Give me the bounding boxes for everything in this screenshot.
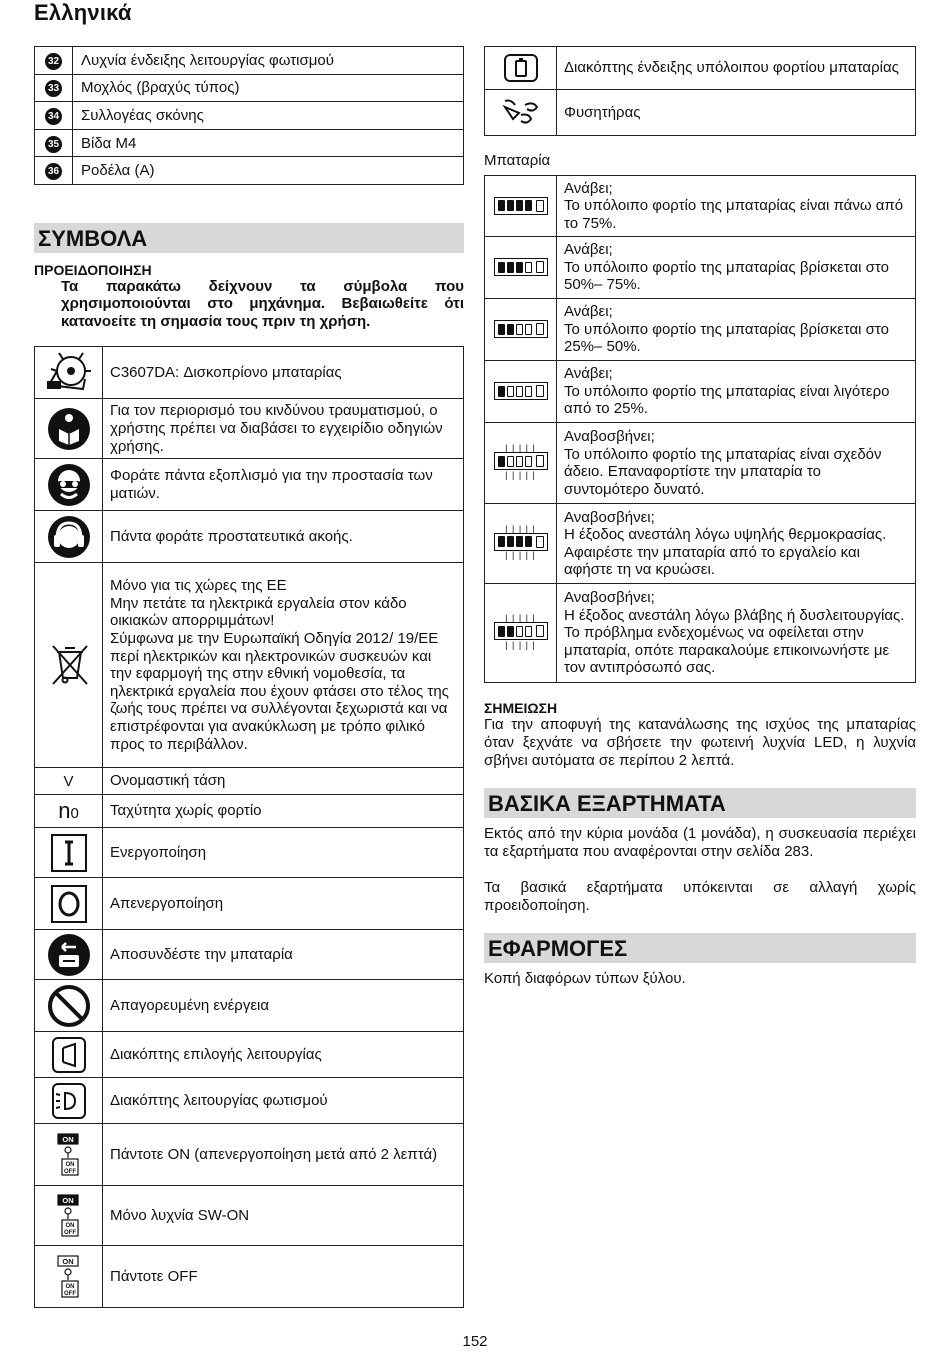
battery-text-cell <box>557 176 916 237</box>
battery-gauge-cell <box>507 324 514 335</box>
part-number: 33 <box>45 80 62 97</box>
battery-gauge-icon <box>494 452 548 470</box>
symbol-text-cell <box>103 1246 464 1308</box>
battery-gauge-cell <box>525 626 532 637</box>
symbol-icon-cell <box>35 1078 103 1124</box>
always-on-icon <box>37 1132 100 1178</box>
part-label: Ροδέλα (A) <box>73 157 464 185</box>
symbol-row <box>35 930 464 980</box>
battery-gauge-cell <box>507 262 514 273</box>
battery-gauge-cell <box>516 456 523 467</box>
battery-gauge-cell <box>498 386 505 397</box>
blower-icon <box>485 95 556 131</box>
battery-description: Το υπόλοιπο φορτίο της μπαταρίας είναι λιγότερο από το 25%. <box>564 382 890 418</box>
read-manual-icon <box>37 407 100 451</box>
symbol-description: Πάντα φοράτε προστατευτικά ακοής. <box>110 527 353 545</box>
part-label: Μοχλός (βραχύς τύπος) <box>73 74 464 102</box>
battery-plug-icon <box>536 323 544 335</box>
symbol-row <box>35 1032 464 1078</box>
symbols-heading: ΣΥΜΒΟΛΑ <box>34 223 464 253</box>
battery-text-cell <box>557 299 916 361</box>
battery-gauge-cell <box>516 262 523 273</box>
symbol-row <box>35 511 464 563</box>
voltage-icon: V <box>63 772 74 790</box>
symbol-icon-cell <box>35 399 103 459</box>
blink-rays-icon: | | | | | <box>505 550 536 561</box>
battery-gauge-icon <box>494 258 548 276</box>
symbol-description: Απενεργοποίηση <box>110 894 224 912</box>
ear-protection-icon <box>37 515 100 559</box>
part-label: Λυχνία ένδειξης λειτουργίας φωτισμού <box>73 47 464 75</box>
accessories-heading: ΒΑΣΙΚΑ ΕΞΑΡΤΗΜΑΤΑ <box>484 788 916 818</box>
applications-text: Κοπή διαφόρων τύπων ξύλου. <box>484 970 686 987</box>
symbol-text-cell <box>103 980 464 1032</box>
right-symbol-row <box>485 90 916 136</box>
symbols-table <box>34 346 464 1308</box>
symbol-icon-cell <box>35 828 103 878</box>
symbol-text-cell <box>103 768 464 795</box>
part-number-cell <box>35 47 73 75</box>
part-number-cell <box>35 74 73 102</box>
symbol-icon-cell <box>35 511 103 563</box>
right-symbol-text: Διακόπτης ένδειξης υπόλοιπου φορτίου μπαταρίας <box>557 47 916 90</box>
symbol-description: Διακόπτης επιλογής λειτουργίας <box>110 1045 322 1063</box>
battery-gauge-cell-wrap <box>485 237 557 299</box>
symbol-row <box>35 1124 464 1186</box>
battery-gauge-cell <box>525 262 532 273</box>
symbol-row <box>35 795 464 828</box>
symbol-icon-cell <box>35 980 103 1032</box>
battery-description: Το υπόλοιπο φορτίο της μπαταρίας είναι πάνω από το 75%. <box>564 197 904 232</box>
battery-plug-icon <box>536 261 544 273</box>
battery-gauge-cell-wrap <box>485 584 557 683</box>
part-number-cell <box>35 129 73 157</box>
symbol-icon-cell <box>35 563 103 768</box>
symbol-description: Ενεργοποίηση <box>110 843 207 861</box>
symbol-description: Μόνο λυχνία SW-ON <box>110 1206 250 1224</box>
symbol-text-cell <box>103 878 464 930</box>
symbol-row <box>35 399 464 459</box>
battery-plug-icon <box>536 200 544 212</box>
svg-text:ON: ON <box>65 1222 74 1229</box>
symbol-row <box>35 878 464 930</box>
always-off-icon <box>37 1254 100 1300</box>
battery-text-cell <box>557 361 916 423</box>
blink-rays-icon: | | | | | <box>505 639 536 650</box>
eye-protection-icon <box>37 463 100 507</box>
part-number: 35 <box>45 136 62 153</box>
battery-plug-icon <box>536 625 544 637</box>
part-number-cell <box>35 157 73 185</box>
blink-rays-icon: | | | | | <box>505 443 536 454</box>
battery-gauge-cell <box>516 324 523 335</box>
battery-description: Η έξοδος ανεστάλη λόγω βλάβης ή δυσλειτουργίας. Το πρόβλημα ενδεχομένως να οφείλεται στην μπαταρία, οπότε παρακαλούμε επικοινωνήστε με τον αντιπρόσωπό σας. <box>564 606 905 677</box>
symbol-description: Φοράτε πάντα εξοπλισμό για την προστασία των ματιών. <box>110 467 433 502</box>
battery-gauge-cell-wrap <box>485 176 557 237</box>
symbol-description: Αποσυνδέστε την μπαταρία <box>110 945 293 963</box>
svg-text:ON: ON <box>65 1283 74 1290</box>
symbol-text-cell <box>103 1186 464 1246</box>
battery-gauge-cell <box>525 324 532 335</box>
symbol-icon-cell <box>35 347 103 399</box>
battery-row <box>485 584 916 683</box>
battery-gauge-cell <box>498 626 505 637</box>
right-symbol-icon-cell <box>485 47 557 90</box>
right-column <box>484 46 916 988</box>
battery-state: Ανάβει; <box>564 179 613 197</box>
battery-gauge-cell <box>507 456 514 467</box>
battery-row <box>485 423 916 504</box>
battery-gauge-cell <box>498 456 505 467</box>
battery-state: Ανάβει; <box>564 241 613 259</box>
note-title: ΣΗΜΕΙΩΣΗ <box>484 700 558 716</box>
symbol-description: Για τον περιορισμό του κινδύνου τραυματισμού, ο χρήστης πρέπει να διαβάσει το εγχειρίδιο οδηγιών χρήσης. <box>110 402 443 455</box>
battery-gauge-icon <box>494 382 548 400</box>
weee-bin-icon <box>37 642 100 688</box>
battery-gauge-cell <box>516 536 523 547</box>
battery-gauge-cell-wrap <box>485 299 557 361</box>
battery-gauge-icon <box>494 197 548 215</box>
symbol-icon-cell <box>35 878 103 930</box>
symbol-icon-cell <box>35 930 103 980</box>
battery-state: Ανάβει; <box>564 365 613 383</box>
battery-label: Μπαταρία <box>484 152 551 169</box>
battery-row <box>485 237 916 299</box>
sw-on-icon <box>37 1193 100 1239</box>
battery-text-cell <box>557 504 916 584</box>
symbol-row <box>35 563 464 768</box>
battery-gauge-cell-wrap <box>485 504 557 584</box>
accessories-text-2: Τα βασικά εξαρτήματα υπόκεινται σε αλλαγή χωρίς προειδοποίηση. <box>484 879 916 914</box>
symbol-text-cell <box>103 828 464 878</box>
part-label: Συλλογέας σκόνης <box>73 102 464 130</box>
part-number-cell <box>35 102 73 130</box>
symbol-row <box>35 459 464 511</box>
battery-gauge-cell <box>525 536 532 547</box>
battery-plug-icon <box>536 536 544 548</box>
battery-text-cell <box>557 584 916 683</box>
battery-description: Το υπόλοιπο φορτίο της μπαταρίας είναι σχεδόν άδειο. Επαναφορτίστε την μπαταρία το συντομότερο δυνατό. <box>564 445 882 498</box>
battery-gauge-cell <box>516 386 523 397</box>
symbol-text-cell <box>103 347 464 399</box>
power-on-icon <box>37 834 100 872</box>
battery-check-icon <box>485 53 556 83</box>
battery-row <box>485 361 916 423</box>
battery-gauge-cell <box>525 456 532 467</box>
parts-row <box>35 157 464 185</box>
note-text: Για την αποφυγή της κατανάλωσης της ισχύος της μπαταρίας όταν ξεχνάτε να σβήσετε την φωτεινή λυχνία LED, η λυχνία σβήνει αυτόματα σε περίπου 2 λεπτά. <box>484 716 916 769</box>
warning-text: Τα παρακάτω δείχνουν τα σύμβολα που χρησιμοποιούνται στο μηχάνημα. Βεβαιωθείτε ότι κατανοείτε τη σημασία τους πριν τη χρήση. <box>61 277 464 330</box>
symbol-text-cell <box>103 930 464 980</box>
battery-gauge-cell <box>507 386 514 397</box>
symbol-icon-cell <box>35 459 103 511</box>
parts-row <box>35 102 464 130</box>
battery-gauge-cell-wrap <box>485 361 557 423</box>
symbol-description: Πάντοτε OFF <box>110 1267 198 1285</box>
battery-state: Αναβοσβήνει; <box>564 428 655 445</box>
mode-switch-icon <box>37 1036 100 1074</box>
symbol-row <box>35 347 464 399</box>
battery-state: Αναβοσβήνει; <box>564 589 655 607</box>
svg-text:ON: ON <box>61 1134 74 1144</box>
battery-text-cell <box>557 423 916 504</box>
battery-gauge-cell <box>498 200 505 211</box>
power-off-icon <box>37 885 100 923</box>
battery-gauge-cell <box>525 386 532 397</box>
warning-title: ΠΡΟΕΙΔΟΠΟΙΗΣΗ <box>34 261 152 278</box>
circular-saw-icon <box>37 351 100 395</box>
symbol-row <box>35 768 464 795</box>
no-load-speed-icon: n0 <box>58 798 79 824</box>
svg-text:ON: ON <box>61 1195 74 1205</box>
battery-gauge-cell-wrap <box>485 423 557 504</box>
parts-row <box>35 47 464 75</box>
svg-text:OFF: OFF <box>63 1168 76 1175</box>
blink-rays-icon: | | | | | <box>505 523 536 534</box>
battery-gauge-cell <box>525 200 532 211</box>
symbol-description: Ταχύτητα χωρίς φορτίο <box>110 802 262 820</box>
battery-plug-icon <box>536 455 544 467</box>
right-symbol-icon-cell <box>485 90 557 136</box>
part-number: 32 <box>45 53 62 70</box>
battery-gauge-cell <box>507 200 514 211</box>
symbol-icon-cell <box>35 795 103 828</box>
part-label: Βίδα M4 <box>73 129 464 157</box>
light-switch-icon <box>37 1082 100 1120</box>
svg-text:OFF: OFF <box>63 1229 76 1236</box>
symbol-text-cell <box>103 1124 464 1186</box>
battery-description: Το υπόλοιπο φορτίο της μπαταρίας βρίσκεται στο 50%– 75%. <box>564 258 889 294</box>
battery-gauge-icon <box>494 320 548 338</box>
right-symbol-row <box>485 47 916 90</box>
accessories-text-1: Εκτός από την κύρια μονάδα (1 μονάδα), η συσκευασία περιέχει τα εξαρτήματα που αναφέρονται στην σελίδα 283. <box>484 825 916 860</box>
battery-description: Η έξοδος ανεστάλη λόγω υψηλής θερμοκρασίας. Αφαιρέστε την μπαταρία από το εργαλείο και αφήστε τη να κρυώσει. <box>564 526 887 578</box>
symbol-row <box>35 1246 464 1308</box>
battery-text-cell <box>557 237 916 299</box>
disconnect-battery-icon <box>37 933 100 977</box>
parts-table <box>34 46 464 185</box>
battery-row <box>485 504 916 584</box>
symbol-description: Διακόπτης λειτουργίας φωτισμού <box>110 1091 328 1109</box>
symbol-text-cell <box>103 459 464 511</box>
symbol-text-cell <box>103 563 464 768</box>
symbol-icon-cell <box>35 1186 103 1246</box>
battery-gauge-icon <box>494 622 548 640</box>
symbol-text-cell <box>103 795 464 828</box>
blink-rays-icon: | | | | | <box>505 613 536 624</box>
symbol-description: C3607DA: Δισκοπρίονο μπαταρίας <box>110 364 342 382</box>
part-number: 36 <box>45 163 62 180</box>
blink-rays-icon: | | | | | <box>505 469 536 480</box>
battery-state: Ανάβει; <box>564 303 613 321</box>
symbol-text-cell <box>103 1032 464 1078</box>
right-symbols-table <box>484 46 916 136</box>
symbol-icon-cell <box>35 768 103 795</box>
battery-gauge-cell <box>498 324 505 335</box>
part-number: 34 <box>45 108 62 125</box>
symbol-row <box>35 1078 464 1124</box>
symbol-text-cell <box>103 1078 464 1124</box>
battery-row <box>485 176 916 237</box>
battery-gauge-cell <box>498 536 505 547</box>
symbol-description: Ονομαστική τάση <box>110 772 226 790</box>
battery-gauge-cell <box>507 536 514 547</box>
symbol-icon-cell <box>35 1032 103 1078</box>
page-number: 152 <box>462 1333 488 1350</box>
battery-row <box>485 299 916 361</box>
symbol-description: Απαγορευμένη ενέργεια <box>110 996 270 1014</box>
svg-text:ON: ON <box>65 1161 74 1168</box>
parts-row <box>35 74 464 102</box>
symbol-text-cell <box>103 511 464 563</box>
symbol-icon-cell <box>35 1246 103 1308</box>
battery-description: Το υπόλοιπο φορτίο της μπαταρίας βρίσκεται στο 25%– 50%. <box>564 320 889 356</box>
svg-text:OFF: OFF <box>63 1290 76 1297</box>
battery-plug-icon <box>536 385 544 397</box>
battery-gauge-cell <box>516 200 523 211</box>
symbol-description: Πάντοτε ON (απενεργοποίηση μετά από 2 λεπτά) <box>110 1145 438 1163</box>
prohibited-icon <box>37 984 100 1028</box>
left-column <box>34 46 464 1308</box>
battery-gauge-cell <box>498 262 505 273</box>
parts-row <box>35 129 464 157</box>
right-symbol-text: Φυσητήρας <box>557 90 916 136</box>
symbol-icon-cell <box>35 1124 103 1186</box>
symbol-row <box>35 1186 464 1246</box>
battery-gauge-cell <box>516 626 523 637</box>
symbol-text-cell <box>103 399 464 459</box>
battery-gauge-cell <box>507 626 514 637</box>
page-title: Ελληνικά <box>34 0 132 25</box>
applications-heading: ΕΦΑΡΜΟΓΕΣ <box>484 933 916 963</box>
svg-text:ON: ON <box>61 1256 74 1266</box>
battery-table <box>484 175 916 683</box>
symbol-row <box>35 980 464 1032</box>
symbol-row <box>35 828 464 878</box>
battery-gauge-icon <box>494 533 548 551</box>
symbol-description: Μόνο για τις χώρες της ΕΕ Μην πετάτε τα ηλεκτρικά εργαλεία στον κάδο οικιακών απορριμμάτων! Σύμφωνα με την Ευρωπαϊκή Οδηγία 2012/ 19/ΕΕ περί ηλεκτρικών και ηλεκτρονικών συσκευών και την εφαρμογή της στην εθνική νομοθεσία, τα ηλεκτρικά εργαλεία που έχουν φτάσει στο τέλος της ζωής τους πρέπει να συλλέγονται ξεχωριστά και να επιστρέφονται για ανακύκλωση με τρόπο φιλικό προς το περιβάλλον. <box>110 577 449 753</box>
battery-state: Αναβοσβήνει; <box>564 508 655 526</box>
